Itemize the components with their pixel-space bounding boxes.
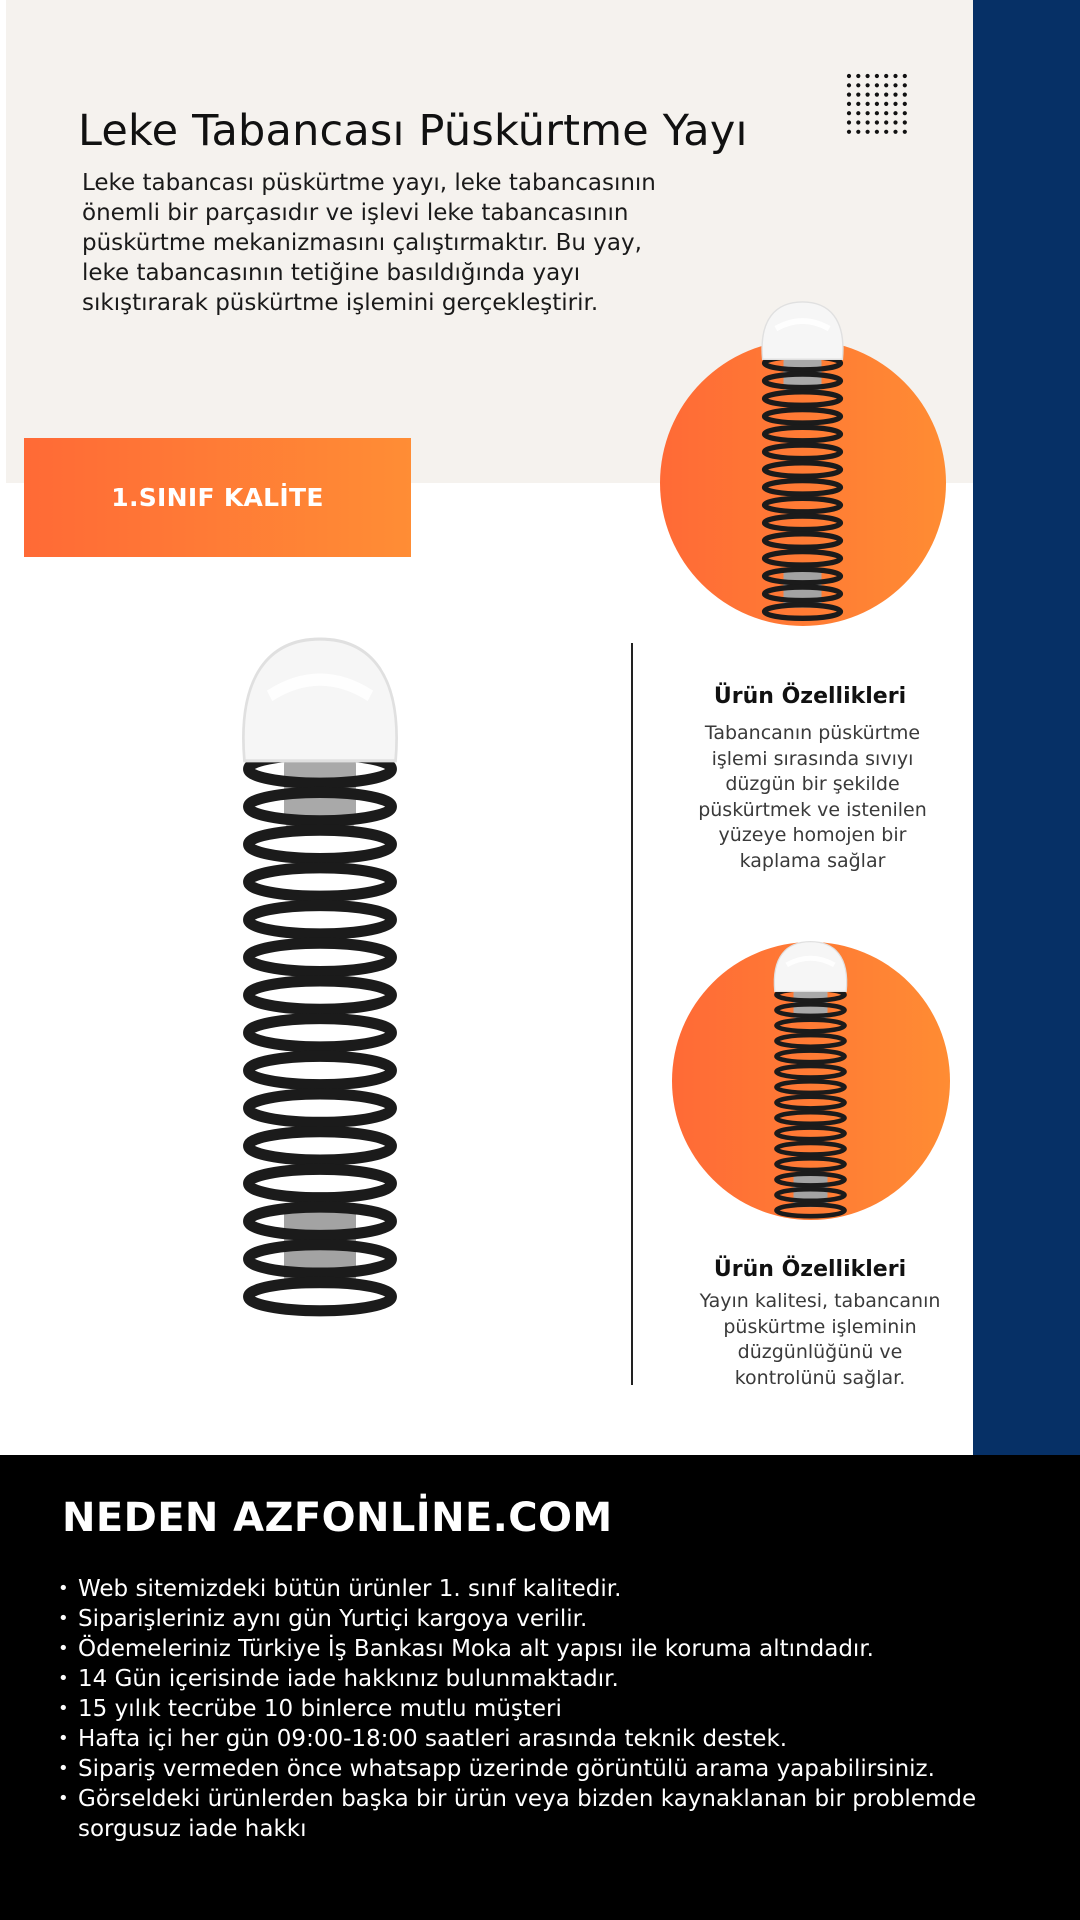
- feature-line: püskürtme işleminin: [723, 1315, 917, 1338]
- intro-line: püskürtme mekanizmasını çalıştırmaktır. Bu yay,: [82, 230, 642, 256]
- feature-line: kontrolünü sağlar.: [734, 1366, 906, 1389]
- feature-line: kaplama sağlar: [739, 849, 886, 872]
- spring-product-image: [755, 300, 850, 625]
- footer-title: NEDEN AZFONLİNE.COM: [62, 1495, 613, 1541]
- feature-line: düzgünlüğünü ve: [737, 1341, 903, 1363]
- footer-section: [0, 1455, 1080, 1920]
- benefits-list: [58, 1574, 1048, 1844]
- feature-title: Ürün Özellikleri: [713, 1257, 907, 1282]
- feature-line: yüzeye homojen bir: [718, 824, 907, 846]
- feature-description: [680, 1289, 960, 1391]
- page-title: Leke Tabancası Püskürtme Yayı: [78, 106, 748, 156]
- feature-title: Ürün Özellikleri: [713, 684, 907, 709]
- list-item: • 15 yılık tecrübe 10 binlerce mutlu müşteri: [58, 1694, 1048, 1724]
- list-item: • Ödemeleriniz Türkiye İş Bankası Moka alt yapısı ile koruma altındadır.: [58, 1634, 1048, 1664]
- list-item: • Sipariş vermeden önce whatsapp üzerinde görüntülü arama yapabilirsiniz.: [58, 1754, 1048, 1784]
- quality-badge: [24, 438, 411, 557]
- spring-product-image: [768, 940, 853, 1222]
- list-item: • Hafta içi her gün 09:00-18:00 saatleri arasında teknik destek.: [58, 1724, 1048, 1754]
- feature-description: [675, 721, 950, 874]
- intro-line: leke tabancasının tetiğine basıldığında yayı: [82, 260, 581, 286]
- intro-line: sıkıştırarak püskürtme işlemini gerçekleştirir.: [82, 290, 599, 316]
- spring-product-image-main: [230, 635, 410, 1325]
- list-item: • Web sitemizdeki bütün ürünler 1. sınıf kalitedir.: [58, 1574, 1048, 1604]
- list-item: • 14 Gün içerisinde iade hakkınız bulunmaktadır.: [58, 1664, 1048, 1694]
- feature-line: Tabancanın püskürtme: [704, 722, 921, 744]
- feature-line: düzgün bir şekilde: [725, 773, 900, 795]
- intro-line: önemli bir parçasıdır ve işlevi leke tabancasının: [82, 200, 629, 226]
- vertical-divider: [631, 643, 633, 1385]
- intro-line: Leke tabancası püskürtme yayı, leke tabancasının: [82, 170, 656, 196]
- quality-badge-label: 1.SINIF KALİTE: [111, 483, 324, 512]
- navy-side-bar: [973, 0, 1080, 1455]
- dot-grid-decoration-icon: [845, 72, 909, 136]
- feature-line: Yayın kalitesi, tabancanın: [699, 1290, 941, 1312]
- feature-line: işlemi sırasında sıvıyı: [711, 747, 914, 770]
- intro-paragraph: [82, 168, 722, 318]
- list-item: • Siparişleriniz aynı gün Yurtiçi kargoya verilir.: [58, 1604, 1048, 1634]
- feature-line: püskürtmek ve istenilen: [698, 798, 927, 821]
- list-item: • Görseldeki ürünlerden başka bir ürün veya bizden kaynaklanan bir problemde sorgusuz iade hakkı: [58, 1784, 1048, 1844]
